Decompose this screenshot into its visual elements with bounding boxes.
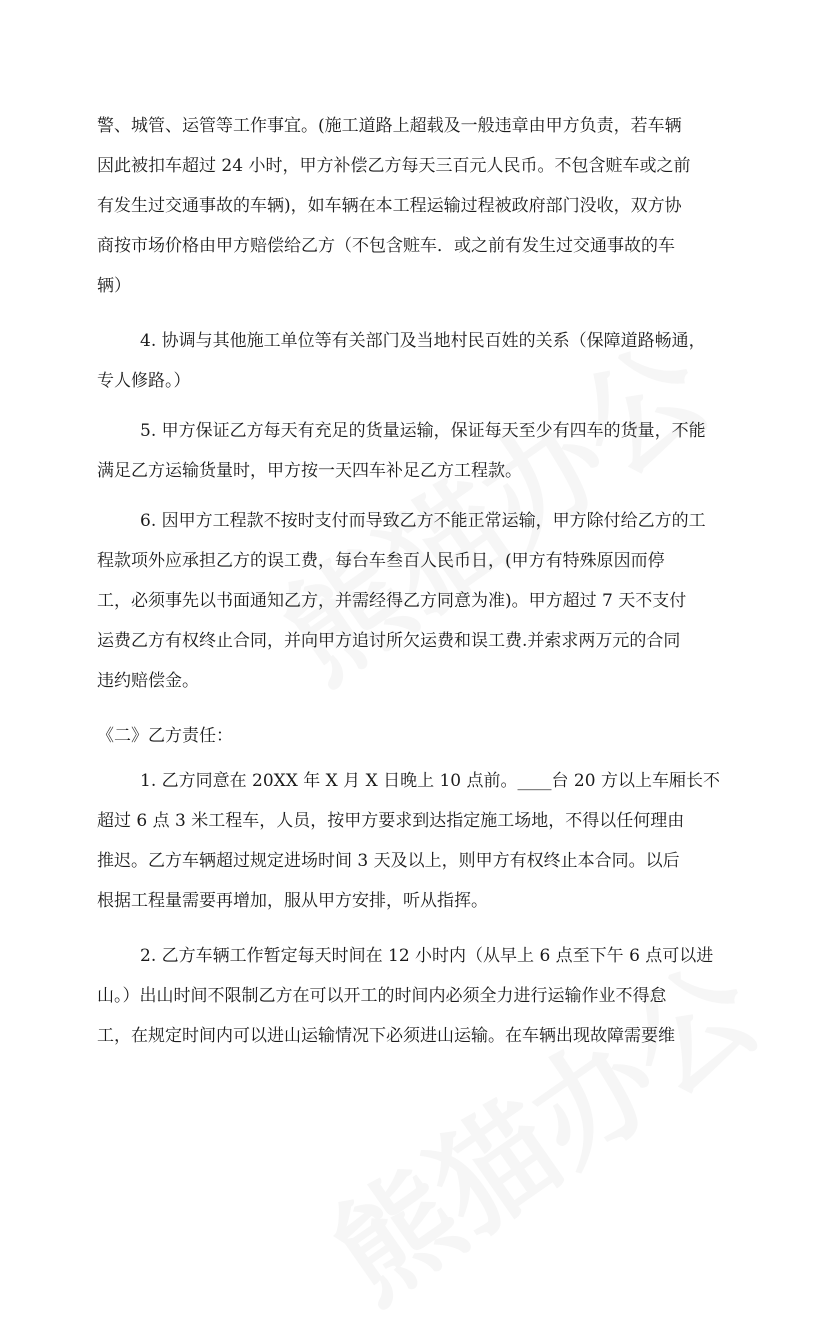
list-item-4: 4. 协调与其他施工单位等有关部门及当地村民百姓的关系（保障道路畅通， bbox=[140, 331, 706, 351]
body-line: 工，在规定时间内可以进山运输情况下必须进山运输。在车辆出现故障需要维 bbox=[97, 1026, 675, 1046]
body-line: 工，必须事先以书面通知乙方，并需经得乙方同意为准)。甲方超过 7 天不支付 bbox=[97, 591, 687, 611]
list-item-1: 1. 乙方同意在 20XX 年 X 月 X 日晚上 10 点前。____台 20 方以上车厢长不 bbox=[140, 771, 720, 791]
list-item-5: 5. 甲方保证乙方每天有充足的货量运输，保证每天至少有四车的货量，不能 bbox=[140, 421, 706, 441]
list-item-6: 6. 因甲方工程款不按时支付而导致乙方不能正常运输，甲方除付给乙方的工 bbox=[140, 511, 706, 531]
body-line: 推迟。乙方车辆超过规定进场时间 3 天及以上，则甲方有权终止本合同。以后 bbox=[97, 851, 680, 871]
body-line: 根据工程量需要再增加，服从甲方安排，听从指挥。 bbox=[97, 891, 488, 911]
body-line: 因此被扣车超过 24 小时，甲方补偿乙方每天三百元人民币。不包含赃车或之前 bbox=[97, 156, 691, 176]
body-line: 辆） bbox=[97, 276, 131, 296]
section-heading: 《二》乙方责任： bbox=[97, 726, 233, 746]
body-line: 警、城管、运管等工作事宜。(施工道路上超载及一般违章由甲方负责，若车辆 bbox=[97, 116, 682, 136]
body-line: 满足乙方运输货量时，甲方按一天四车补足乙方工程款。 bbox=[97, 461, 522, 481]
body-line: 山。）出山时间不限制乙方在可以开工的时间内必须全力进行运输作业不得怠 bbox=[97, 986, 667, 1006]
body-line: 程款项外应承担乙方的误工费，每台车叁百人民币日，(甲方有特殊原因而停 bbox=[97, 551, 665, 571]
body-line: 有发生过交通事故的车辆)，如车辆在本工程运输过程被政府部门没收，双方协 bbox=[97, 196, 682, 216]
body-line: 违约赔偿金。 bbox=[97, 671, 199, 691]
body-line: 商按市场价格由甲方赔偿给乙方（不包含赃车．或之前有发生过交通事故的车 bbox=[97, 236, 675, 256]
body-line: 超过 6 点 3 米工程车，人员，按甲方要求到达指定施工场地，不得以任何理由 bbox=[97, 811, 685, 831]
list-item-2: 2. 乙方车辆工作暂定每天时间在 12 小时内（从早上 6 点至下午 6 点可以进 bbox=[140, 946, 714, 966]
body-line: 专人修路。） bbox=[97, 371, 191, 391]
body-line: 运费乙方有权终止合同，并向甲方追讨所欠运费和误工费.并索求两万元的合同 bbox=[97, 631, 681, 651]
watermark bbox=[294, 918, 786, 1334]
